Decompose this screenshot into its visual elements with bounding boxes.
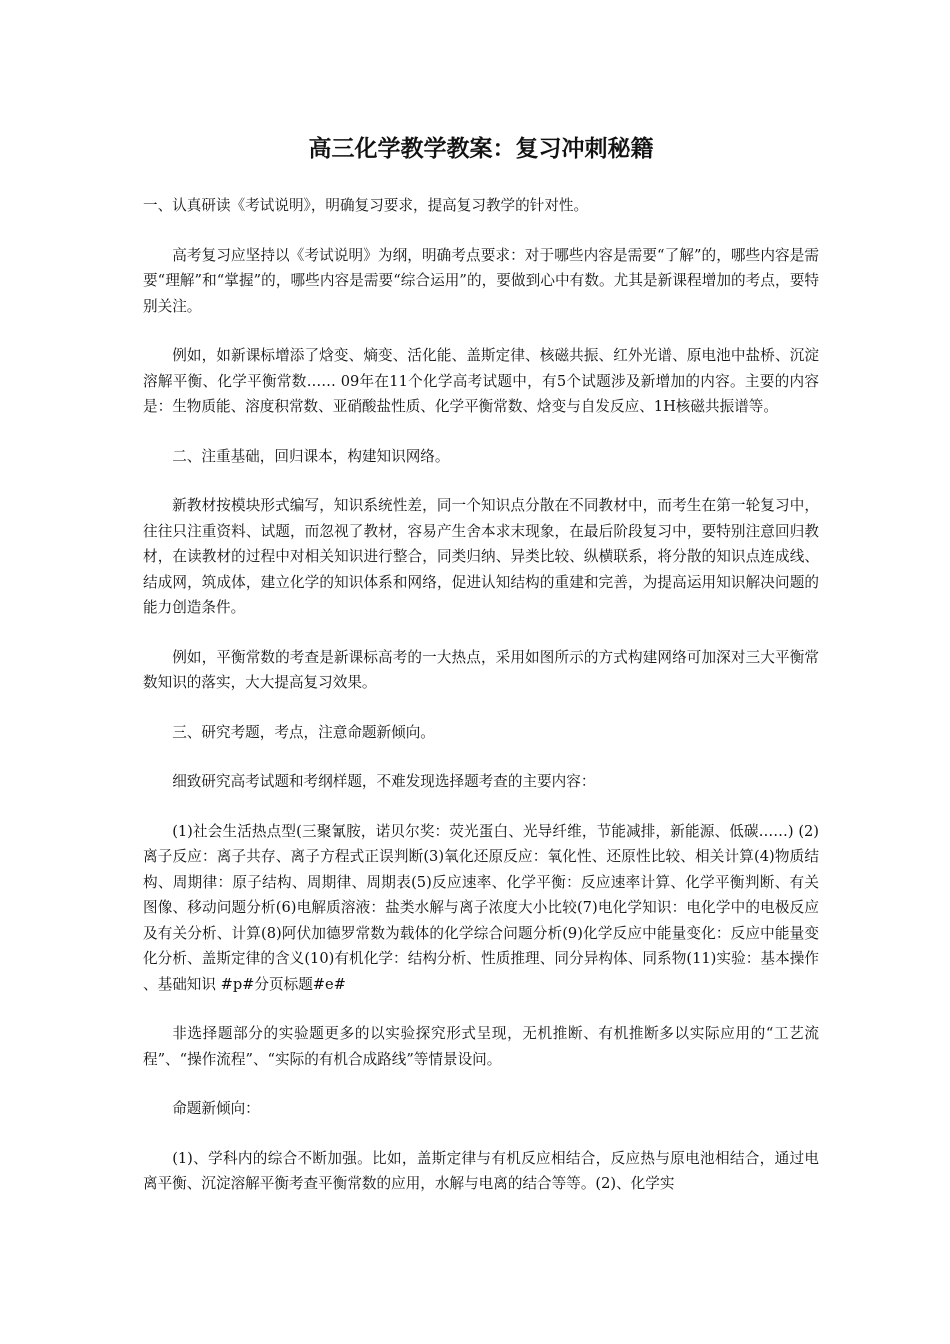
paragraph: (1)、学科内的综合不断加强。比如，盖斯定律与有机反应相结合，反应热与原电池相结合，通过电离平衡、沉淀溶解平衡考查平衡常数的应用，水解与电离的结合等等。(2)、化学实 xyxy=(143,1149,819,1192)
document-title: 高三化学教学教案：复习冲刺秘籍 xyxy=(308,136,654,162)
paragraph: 命题新倾向： xyxy=(172,1100,260,1117)
paragraph: 细致研究高考试题和考纲样题，不难发现选择题考查的主要内容： xyxy=(172,773,596,790)
paragraph: 例如，如新课标增添了焓变、熵变、活化能、盖斯定律、核磁共振、红外光谱、原电池中盐桥、沉淀溶解平衡、化学平衡常数…… 09年在11个化学高考试题中，有5个试题涉及新增加的内容。主要的内容是：生物质能、溶度积常数、亚硝酸盐性质、化学平衡常数、焓变与自发反应、1H核磁共振谱等。 xyxy=(143,347,819,415)
paragraph: 非选择题部分的实验题更多的以实验探究形式呈现，无机推断、有机推断多以实际应用的“工艺流程”、“操作流程”、“实际的有机合成路线”等情景设问。 xyxy=(143,1025,819,1068)
section-heading-2: 二、注重基础，回归课本，构建知识网络。 xyxy=(172,447,450,465)
paragraph: 新教材按模块形式编写，知识系统性差，同一个知识点分散在不同教材中，而考生在第一轮复习中，往往只注重资料、试题，而忽视了教材，容易产生舍本求末现象，在最后阶段复习中，要特别注意回归教材，在读教材的过程中对相关知识进行整合，同类归纳、异类比较、纵横联系，将分散的知识点连成线、结成网，筑成体，建立化学的知识体系和网络，促进认知结构的重建和完善，为提高运用知识解决问题的能力创造条件。 xyxy=(143,497,819,616)
paragraph: (1)社会生活热点型(三聚氰胺，诺贝尔奖：荧光蛋白、光导纤维，节能减排，新能源、低碳……) (2)离子反应：离子共存、离子方程式正误判断(3)氧化还原反应：氧化性、还原性比较、相关计算(4)物质结构、周期律：原子结构、周期律、周期表(5)反应速率、化学平衡：反应速率计算、化学平衡判断、有关图像、移动问题分析(6)电解质溶液：盐类水解与离子浓度大小比较(7)电化学知识：电化学中的电极反应及有关分析、计算(8)阿伏加德罗常数为载体的化学综合问题分析(9)化学反应中能量变化：反应中能量变化分析、盖斯定律的含义(10)有机化学：结构分析、性质推理、同分异构体、同系物(11)实验：基本操作 、基础知识 #p#分页标题#e# xyxy=(143,822,819,993)
document-page xyxy=(143,132,819,1221)
paragraph: 高考复习应坚持以《考试说明》为纲，明确考点要求：对于哪些内容是需要“了解”的，哪些内容是需要“理解”和“掌握”的，哪些内容是需要“综合运用”的，要做到心中有数。尤其是新课程增加的考点，要特别关注。 xyxy=(143,246,819,315)
paragraph: 例如，平衡常数的考查是新课标高考的一大热点，采用如图所示的方式构建网络可加深对三大平衡常数知识的落实，大大提高复习效果。 xyxy=(143,648,819,691)
section-heading-1: 一、认真研读《考试说明》，明确复习要求，提高复习教学的针对性。 xyxy=(143,197,589,214)
section-heading-3: 三、研究考题，考点，注意命题新倾向。 xyxy=(172,723,435,741)
